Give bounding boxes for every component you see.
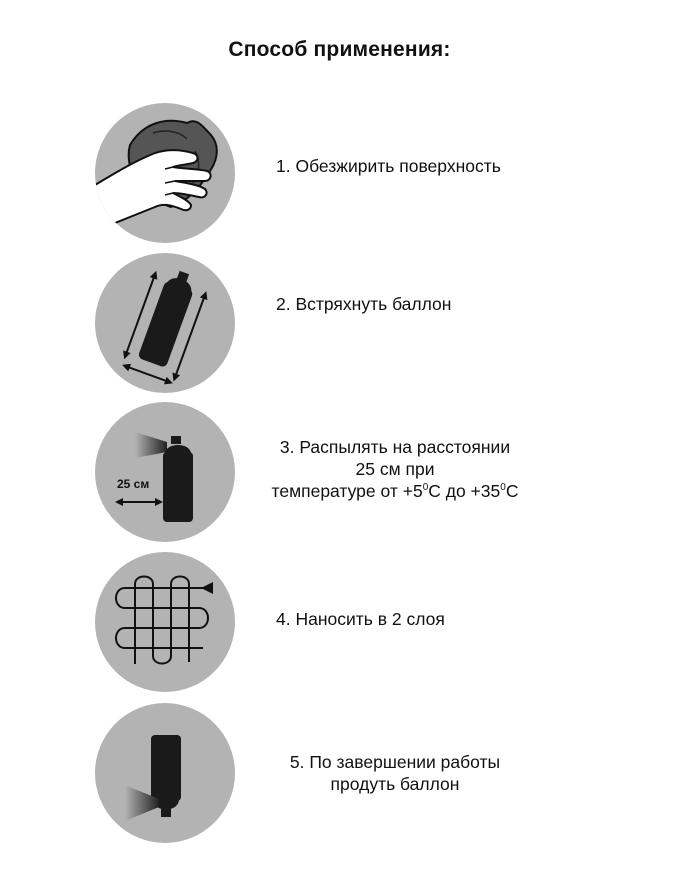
degree-2: 0 — [500, 482, 506, 493]
temp-prefix: температуре от +5 — [271, 481, 423, 501]
step-2-line-1: 2. Встряхнуть баллон — [276, 294, 452, 314]
step-4-text — [276, 608, 576, 630]
step-5 — [0, 703, 679, 843]
degree-1: 0 — [422, 482, 429, 493]
step-5-line-2: продуть баллон — [330, 774, 460, 794]
distance-label: 25 см — [117, 477, 150, 491]
step-2-text — [276, 293, 576, 315]
step-4-line-1: 4. Наносить в 2 слоя — [276, 609, 445, 629]
step-3-line-2: 25 см при — [355, 459, 435, 479]
step-5-line-1: 5. По завершении работы — [289, 752, 501, 772]
temp-mid: С до +35 — [428, 481, 501, 501]
step-1 — [0, 103, 679, 243]
purge-can-icon — [95, 703, 235, 843]
step-3-text — [265, 436, 525, 502]
step-2 — [0, 253, 679, 393]
step-5-text — [265, 751, 525, 795]
step-3-line-1: 3. Распылять на расстоянии — [279, 437, 511, 457]
page-title: Способ применения: — [228, 38, 451, 61]
step-3-line-3 — [265, 480, 525, 502]
step-1-text — [276, 155, 576, 177]
step-3 — [0, 402, 679, 542]
step-4 — [0, 552, 679, 692]
two-layers-icon — [95, 552, 235, 692]
step-1-line-1: 1. Обезжирить поверхность — [276, 156, 501, 176]
spray-distance-icon — [95, 402, 235, 542]
temp-suffix: С — [505, 481, 519, 501]
shake-can-icon — [95, 253, 235, 393]
hand-wiping-icon — [95, 103, 235, 243]
